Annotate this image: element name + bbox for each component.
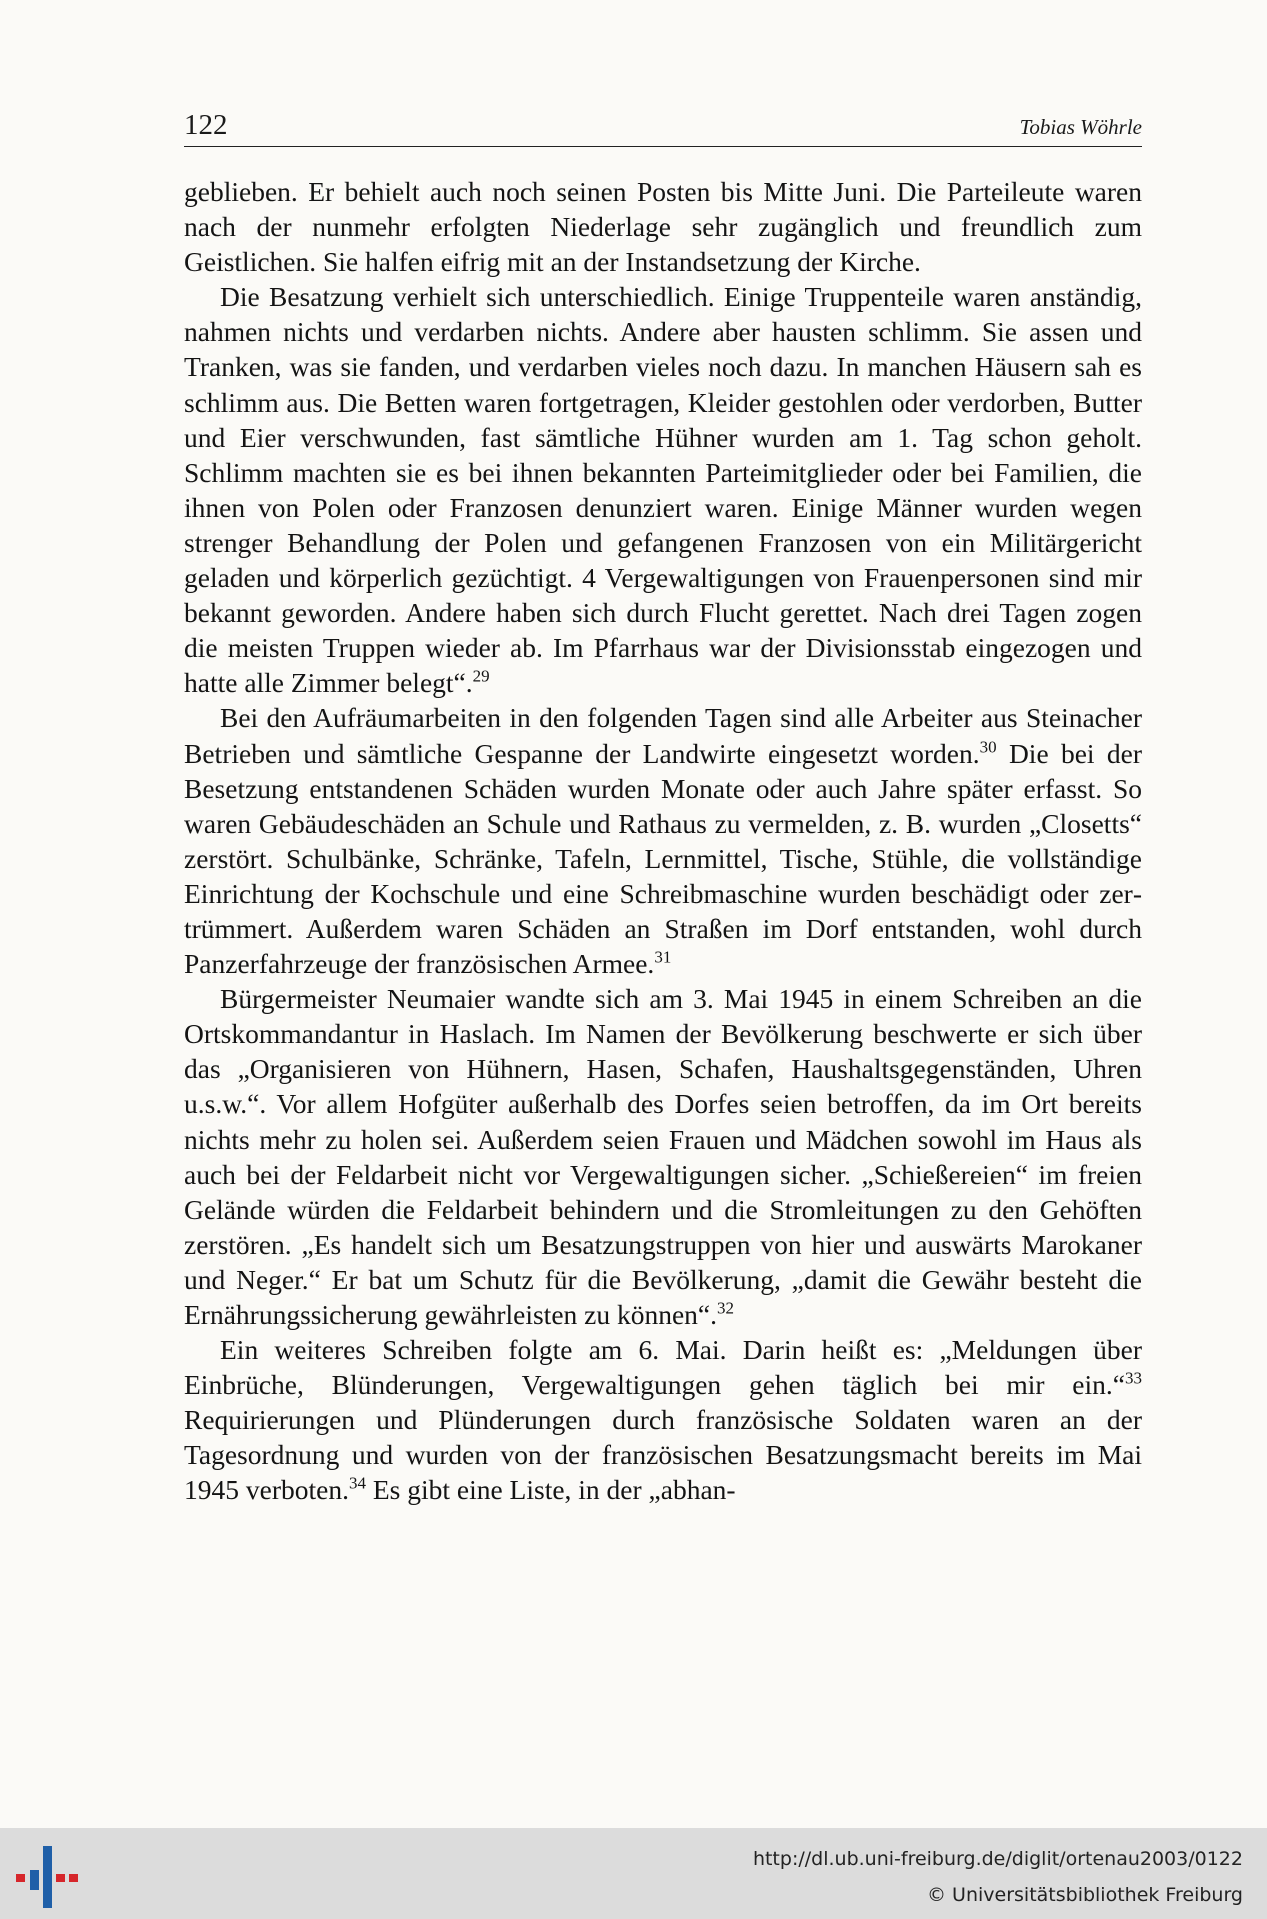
page-number: 122	[184, 109, 228, 141]
footnote-marker: 31	[654, 947, 672, 967]
footnote-marker: 34	[348, 1473, 366, 1493]
text-segment: Die bei der Besetzung entstandenen Schäden wurden Monate oder auch Jahre später erfasst. So waren Gebäudeschäden an Schule und Rathaus zu vermelden, z. B. wurden „Closetts“ zerstört. Schulbänke, Schränke, Tafeln, Lernmittel, Tische, Stühle, die vollständige Einrichtung der Kochschule und eine Schreibmaschine wurden beschädigt oder zertrümmert. Außerdem waren Schäden an Straßen im Dorf entstanden, wohl durch Panzerfahrzeuge der französischen Armee.	[184, 737, 1143, 980]
text-segment: Ein weiteres Schreiben folgte am 6. Mai. Darin heißt es: „Meldungen über Einbrüche, Blünderungen, Vergewaltigungen gehen täglich bei mir ein.“	[184, 1334, 1142, 1401]
paragraph	[184, 700, 1142, 981]
running-head-author: Tobias Wöhrle	[1019, 115, 1142, 139]
text-segment: Es gibt eine Liste, in der „abhan-	[365, 1474, 736, 1506]
ub-freiburg-logo-icon	[16, 1846, 80, 1908]
text-segment: Die Besatzung verhielt sich unterschiedlich. Einige Truppenteile waren anständig, nahmen nichts und verdarben nichts. Andere aber hausten schlimm. Sie assen und Tranken, was sie fanden, und verdarben vieles noch dazu. In manchen Häusern sah es schlimm aus. Die Betten waren fortgetragen, Kleider gestohlen oder verdorben, Butter und Eier verschwunden, fast sämtliche Hühner wurden am 1. Tag schon geholt. Schlimm machten sie es bei ihnen bekannten Parteimitglieder oder bei Familien, die ihnen von Polen oder Franzosen denunziert waren. Einige Männer wurden wegen strenger Behandlung der Polen und gefangenen Franzosen von ein Militärgericht geladen und körperlich gezüchtigt. 4 Vergewaltigungen von Frauenpersonen sind mir bekannt geworden. Andere haben sich durch Flucht gerettet. Nach drei Tagen zogen die meisten Truppen wieder ab. Im Pfarrhaus war der Divisionsstab eingezogen und hatte alle Zimmer belegt“.	[184, 281, 1142, 699]
text-segment: Bürgermeister Neumaier wandte sich am 3. Mai 1945 in einem Schreiben an die Ortskommandantur in Haslach. Im Namen der Bevölkerung beschwerte er sich über das „Organisieren von Hühnern, Hasen, Schafen, Haushaltsgegenständen, Uhren u.s.w.“. Vor allem Hofgüter außerhalb des Dorfes seien betroffen, da im Ort bereits nichts mehr zu holen sei. Außerdem seien Frauen und Mädchen sowohl im Haus als auch bei der Feldarbeit nicht vor Vergewaltigungen sicher. „Schießereien“ im freien Gelände würden die Feldarbeit behindern und die Stromleitungen zu den Gehöften zerstören. „Es handelt sich um Besatzungstruppen von hier und auswärts Marokaner und Neger.“ Er bat um Schutz für die Bevölkerung, „damit die Gewähr besteht die Ernährungssicherung gewährleisten zu können“.	[184, 983, 1142, 1330]
text-segment: geblieben. Er behielt auch noch seinen Posten bis Mitte Juni. Die Parteileute waren nach der nunmehr erfolgten Niederlage sehr zugänglich und freundlich zum Geistlichen. Sie halfen eifrig mit an der Instandsetzung der Kirche.	[184, 176, 1142, 278]
paragraph	[184, 1332, 1142, 1507]
footnote-marker: 30	[979, 736, 997, 756]
paragraph	[184, 279, 1142, 700]
paragraph	[184, 981, 1142, 1332]
text-segment: Requirierungen und Plünderungen durch französische Soldaten waren an der Tagesordnung und wurden von der französischen Besatzungsmacht bereits im Mai 1945 verboten.	[184, 1404, 1142, 1506]
footer-bar	[0, 1828, 1267, 1919]
footer-url-link[interactable]: http://dl.ub.uni-freiburg.de/diglit/ortenau2003/0122	[752, 1848, 1243, 1870]
paragraph	[184, 174, 1142, 279]
page-header	[184, 106, 1142, 147]
footnote-marker: 33	[1125, 1368, 1142, 1388]
footnote-marker: 32	[717, 1298, 735, 1318]
footer-copyright: © Universitätsbibliothek Freiburg	[927, 1884, 1243, 1906]
text-segment: Bei den Aufräumarbeiten in den folgenden Tagen sind alle Arbeiter aus Steinacher Betrieben und sämtliche Gespanne der Landwirte eingesetzt worden.	[184, 702, 1142, 769]
body-text	[184, 174, 1142, 1508]
footnote-marker: 29	[472, 666, 490, 686]
